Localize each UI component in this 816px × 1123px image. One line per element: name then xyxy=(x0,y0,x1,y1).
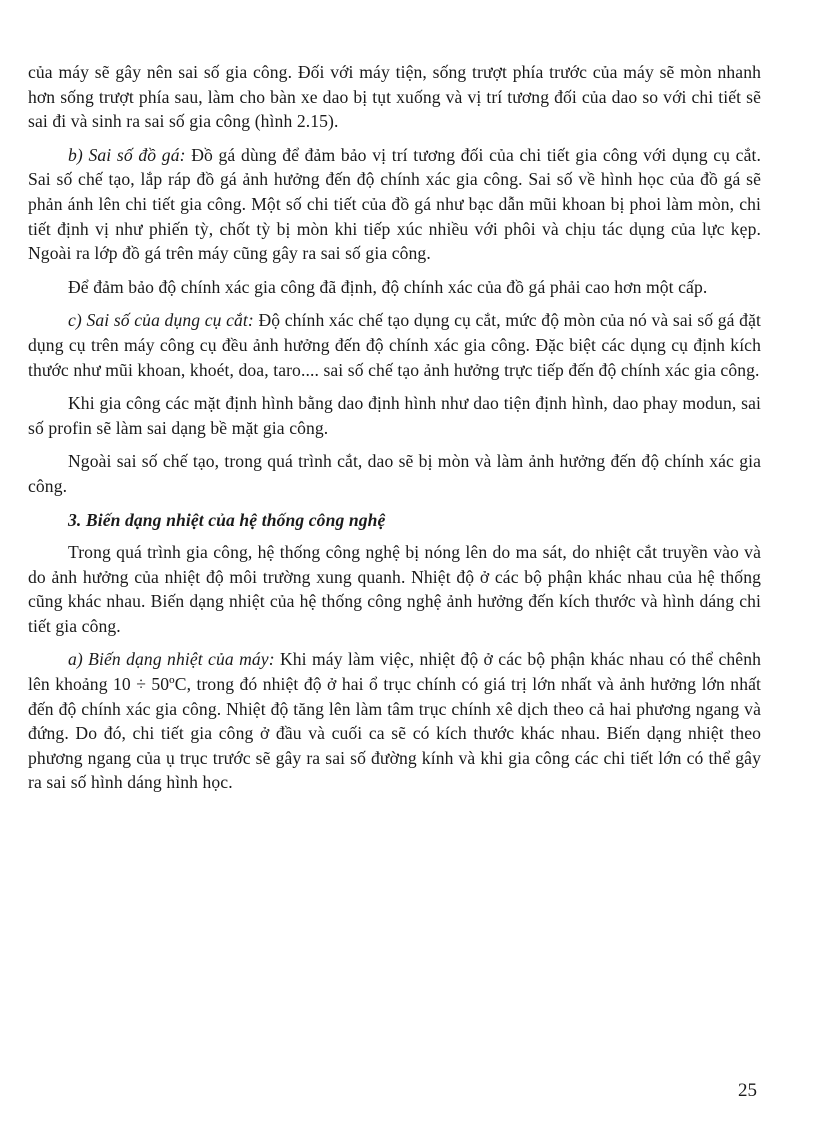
paragraph-fixture-accuracy: Để đảm bảo độ chính xác gia công đã định, độ chính xác của đồ gá phải cao hơn một cấp. xyxy=(68,276,708,297)
page-number: 25 xyxy=(738,1080,757,1101)
paragraph-profile-tool: Khi gia công các mặt định hình bằng dao định hình như dao tiện định hình, dao phay modun, sai số profin sẽ làm sai dạng bề mặt gia công. xyxy=(28,393,761,438)
paragraph-lead-cutting-tool-error: c) Sai số của dụng cụ cắt: xyxy=(68,310,254,331)
page-body xyxy=(28,60,761,804)
section-heading-thermal-deformation: 3. Biến dạng nhiệt của hệ thống công nghệ xyxy=(68,509,386,530)
paragraph-fixture-error xyxy=(28,143,761,266)
paragraph-machine-thermal xyxy=(28,647,761,795)
paragraph-thermal-intro: Trong quá trình gia công, hệ thống công nghệ bị nóng lên do ma sát, do nhiệt cắt truyền vào và do ảnh hưởng của nhiệt độ môi trường xung quanh. Nhiệt độ ở các bộ phận khác nhau của hệ thống cũng khác nhau. Biến dạng nhiệt của hệ thống công nghệ ảnh hưởng đến kích thước và hình dáng chi tiết gia công. xyxy=(28,542,761,636)
paragraph-tool-wear: Ngoài sai số chế tạo, trong quá trình cắt, dao sẽ bị mòn và làm ảnh hưởng đến độ chính xác gia công. xyxy=(28,451,761,496)
paragraph-body-machine-thermal: Khi máy làm việc, nhiệt độ ở các bộ phận khác nhau có thể chênh lên khoảng 10 ÷ 50ºC, trong đó nhiệt độ ở hai ổ trục chính có giá trị lớn nhất và ảnh hưởng lớn nhất đến độ chính xác gia công. Nhiệt độ tăng lên làm tâm trục chính xê dịch theo cả hai phương ngang và đứng. Do đó, chi tiết gia công ở đầu và cuối ca sẽ có kích thước khác nhau. Biến dạng nhiệt theo phương ngang của ụ trục trước sẽ gây ra sai số đường kính và khi gia công các chi tiết lớn có thể gây ra sai số hình dáng hình học. xyxy=(28,649,761,793)
paragraph-continuation: của máy sẽ gây nên sai số gia công. Đối với máy tiện, sống trượt phía trước của máy sẽ mòn nhanh hơn sống trượt phía sau, làm cho bàn xe dao bị tụt xuống và vị trí tương đối của dao so với chi tiết sẽ sai đi và sinh ra sai số gia công (hình 2.15). xyxy=(28,62,761,132)
paragraph-lead-machine-thermal: a) Biến dạng nhiệt của máy: xyxy=(68,649,275,670)
paragraph-lead-fixture-error: b) Sai số đồ gá: xyxy=(68,144,186,165)
paragraph-body-fixture-error: Đồ gá dùng để đảm bảo vị trí tương đối của chi tiết gia công với dụng cụ cắt. Sai số chế tạo, lắp ráp đồ gá ảnh hưởng đến độ chính xác gia công. Sai số về hình học của đồ gá sẽ phản ánh lên chi tiết gia công. Một số chi tiết của đồ gá như bạc dẫn mũi khoan bị phoi làm mòn, chi tiết định vị như phiến tỳ, chốt tỳ bị mòn khi tiếp xúc nhiều với phôi và chịu tác dụng của lực kẹp. Ngoài ra lớp đồ gá trên máy cũng gây ra sai số gia công. xyxy=(28,144,761,264)
paragraph-body-cutting-tool-error: Độ chính xác chế tạo dụng cụ cắt, mức độ mòn của nó và sai số gá đặt dụng cụ trên máy công cụ đều ảnh hưởng đến độ chính xác gia công. Đặc biệt các dụng cụ định kích thước như mũi khoan, khoét, doa, taro.... sai số chế tạo ảnh hưởng trực tiếp đến độ chính xác gia công. xyxy=(28,310,761,380)
paragraph-cutting-tool-error xyxy=(28,308,761,382)
